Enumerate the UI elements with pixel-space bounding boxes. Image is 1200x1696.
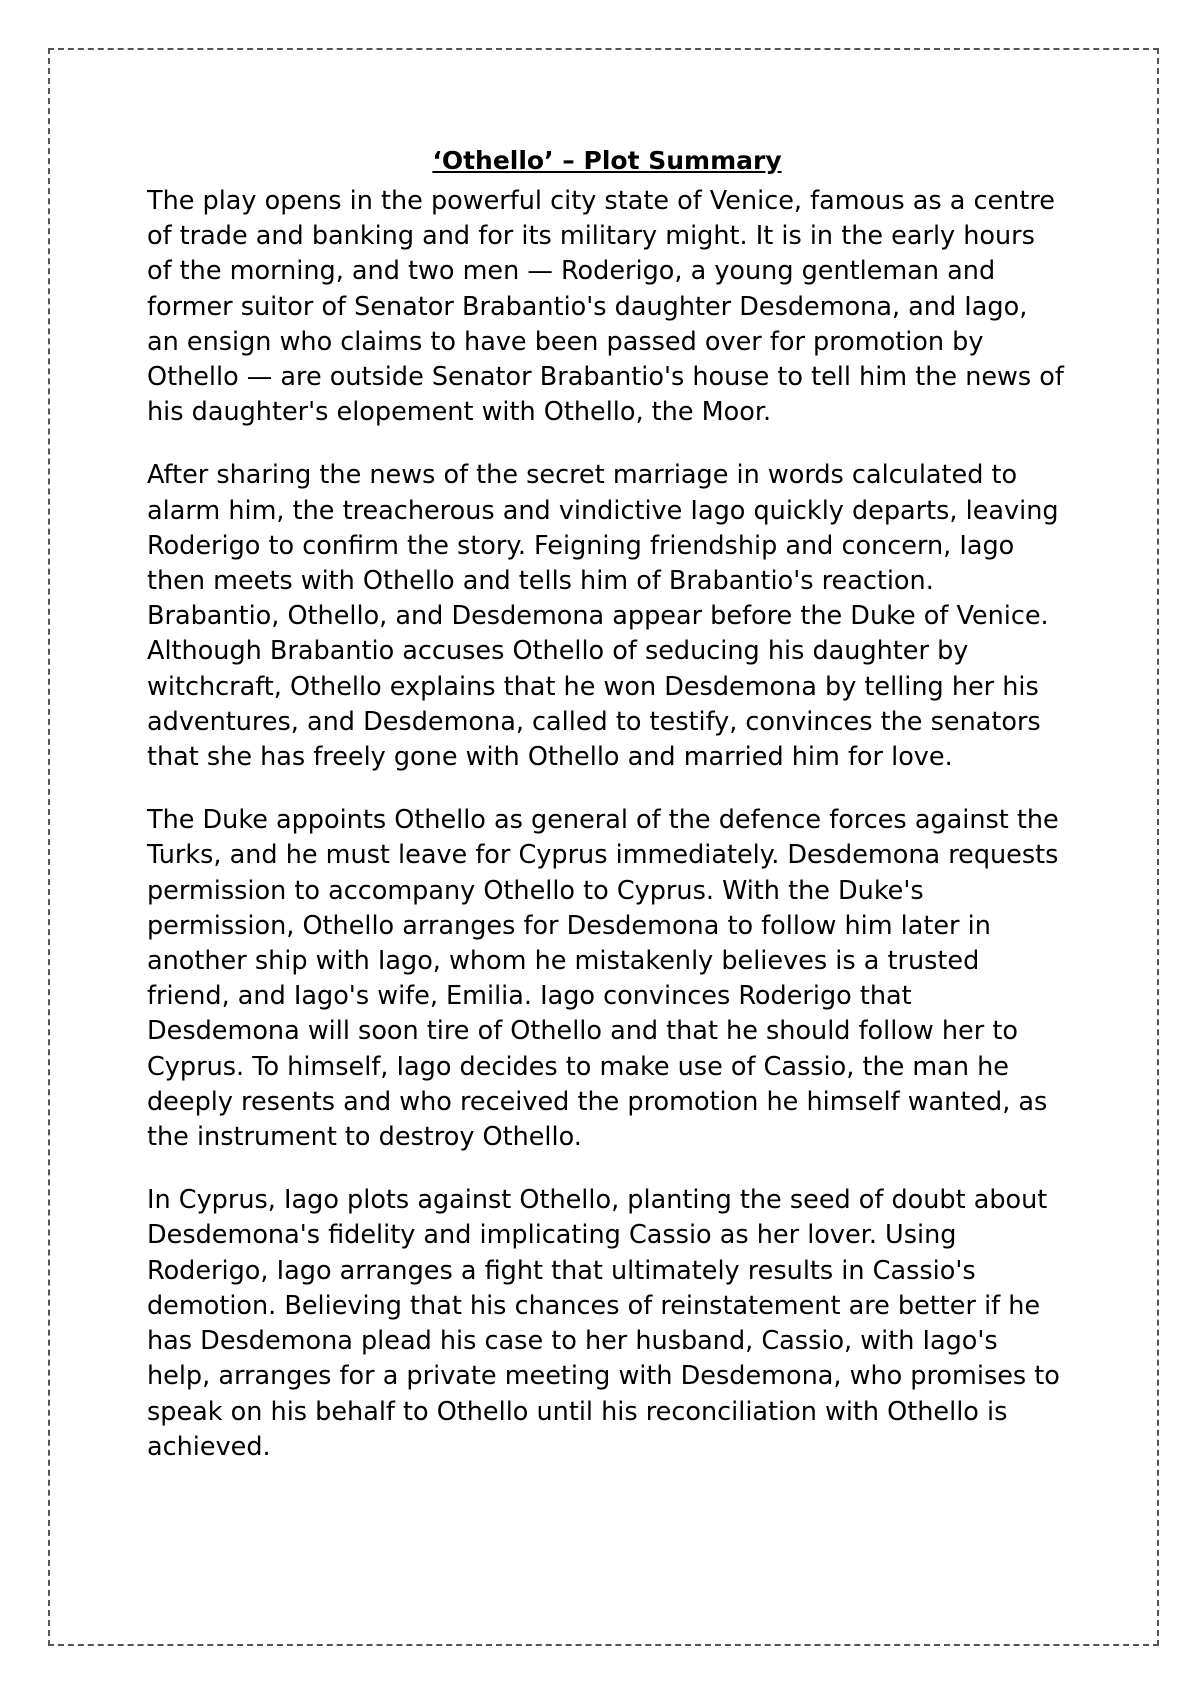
document-title: ‘Othello’ – Plot Summary (432, 146, 782, 175)
paragraph-cyprus-plot: In Cyprus, Iago plots against Othello, planting the seed of doubt about Desdemona's fidelity and implicating Cassio as her lover. Using Roderigo, Iago arranges a fight that ultimately results in Cassio's demotion. Believing that his chances of reinstatement are better if he has Desdemona plead his case to her husband, Cassio, with Iago's help, arranges for a private meeting with Desdemona, who promises to speak on his behalf to Othello until his reconciliation with Othello is achieved. (147, 1185, 1060, 1462)
paragraph-opening: The play opens in the powerful city state of Venice, famous as a centre of trade and banking and for its military might. It is in the early hours of the morning, and two men — Roderigo, a young gentleman and former suitor of Senator Brabantio's daughter Desdemona, and Iago, an ensign who claims to have been passed over for promotion by Othello — are outside Senator Brabantio's house to tell him the news of his daughter's elopement with Othello, the Moor. (147, 186, 1064, 428)
paragraph-cyprus-departure: The Duke appoints Othello as general of the defence forces against the Turks, and he must leave for Cyprus immediately. Desdemona requests permission to accompany Othello to Cyprus. With the Duke's permission, Othello arranges for Desdemona to follow him later in another ship with Iago, whom he mistakenly believes is a trusted friend, and Iago's wife, Emilia. Iago convinces Roderigo that Desdemona will soon tire of Othello and that he should follow her to Cyprus. To himself, Iago decides to make use of Cassio, the man he deeply resents and who received the promotion he himself wanted, as the instrument to destroy Othello. (147, 805, 1059, 1153)
paragraph-marriage: After sharing the news of the secret marriage in words calculated to alarm him, the treacherous and vindictive Iago quickly departs, leaving Roderigo to confirm the story. Feigning friendship and concern, Iago then meets with Othello and tells him of Brabantio's reaction. Brabantio, Othello, and Desdemona appear before the Duke of Venice. Although Brabantio accuses Othello of seducing his daughter by witchcraft, Othello explains that he won Desdemona by telling her his adventures, and Desdemona, called to testify, convinces the senators that she has freely gone with Othello and married him for love. (147, 460, 1059, 773)
document-body (147, 144, 1067, 1493)
